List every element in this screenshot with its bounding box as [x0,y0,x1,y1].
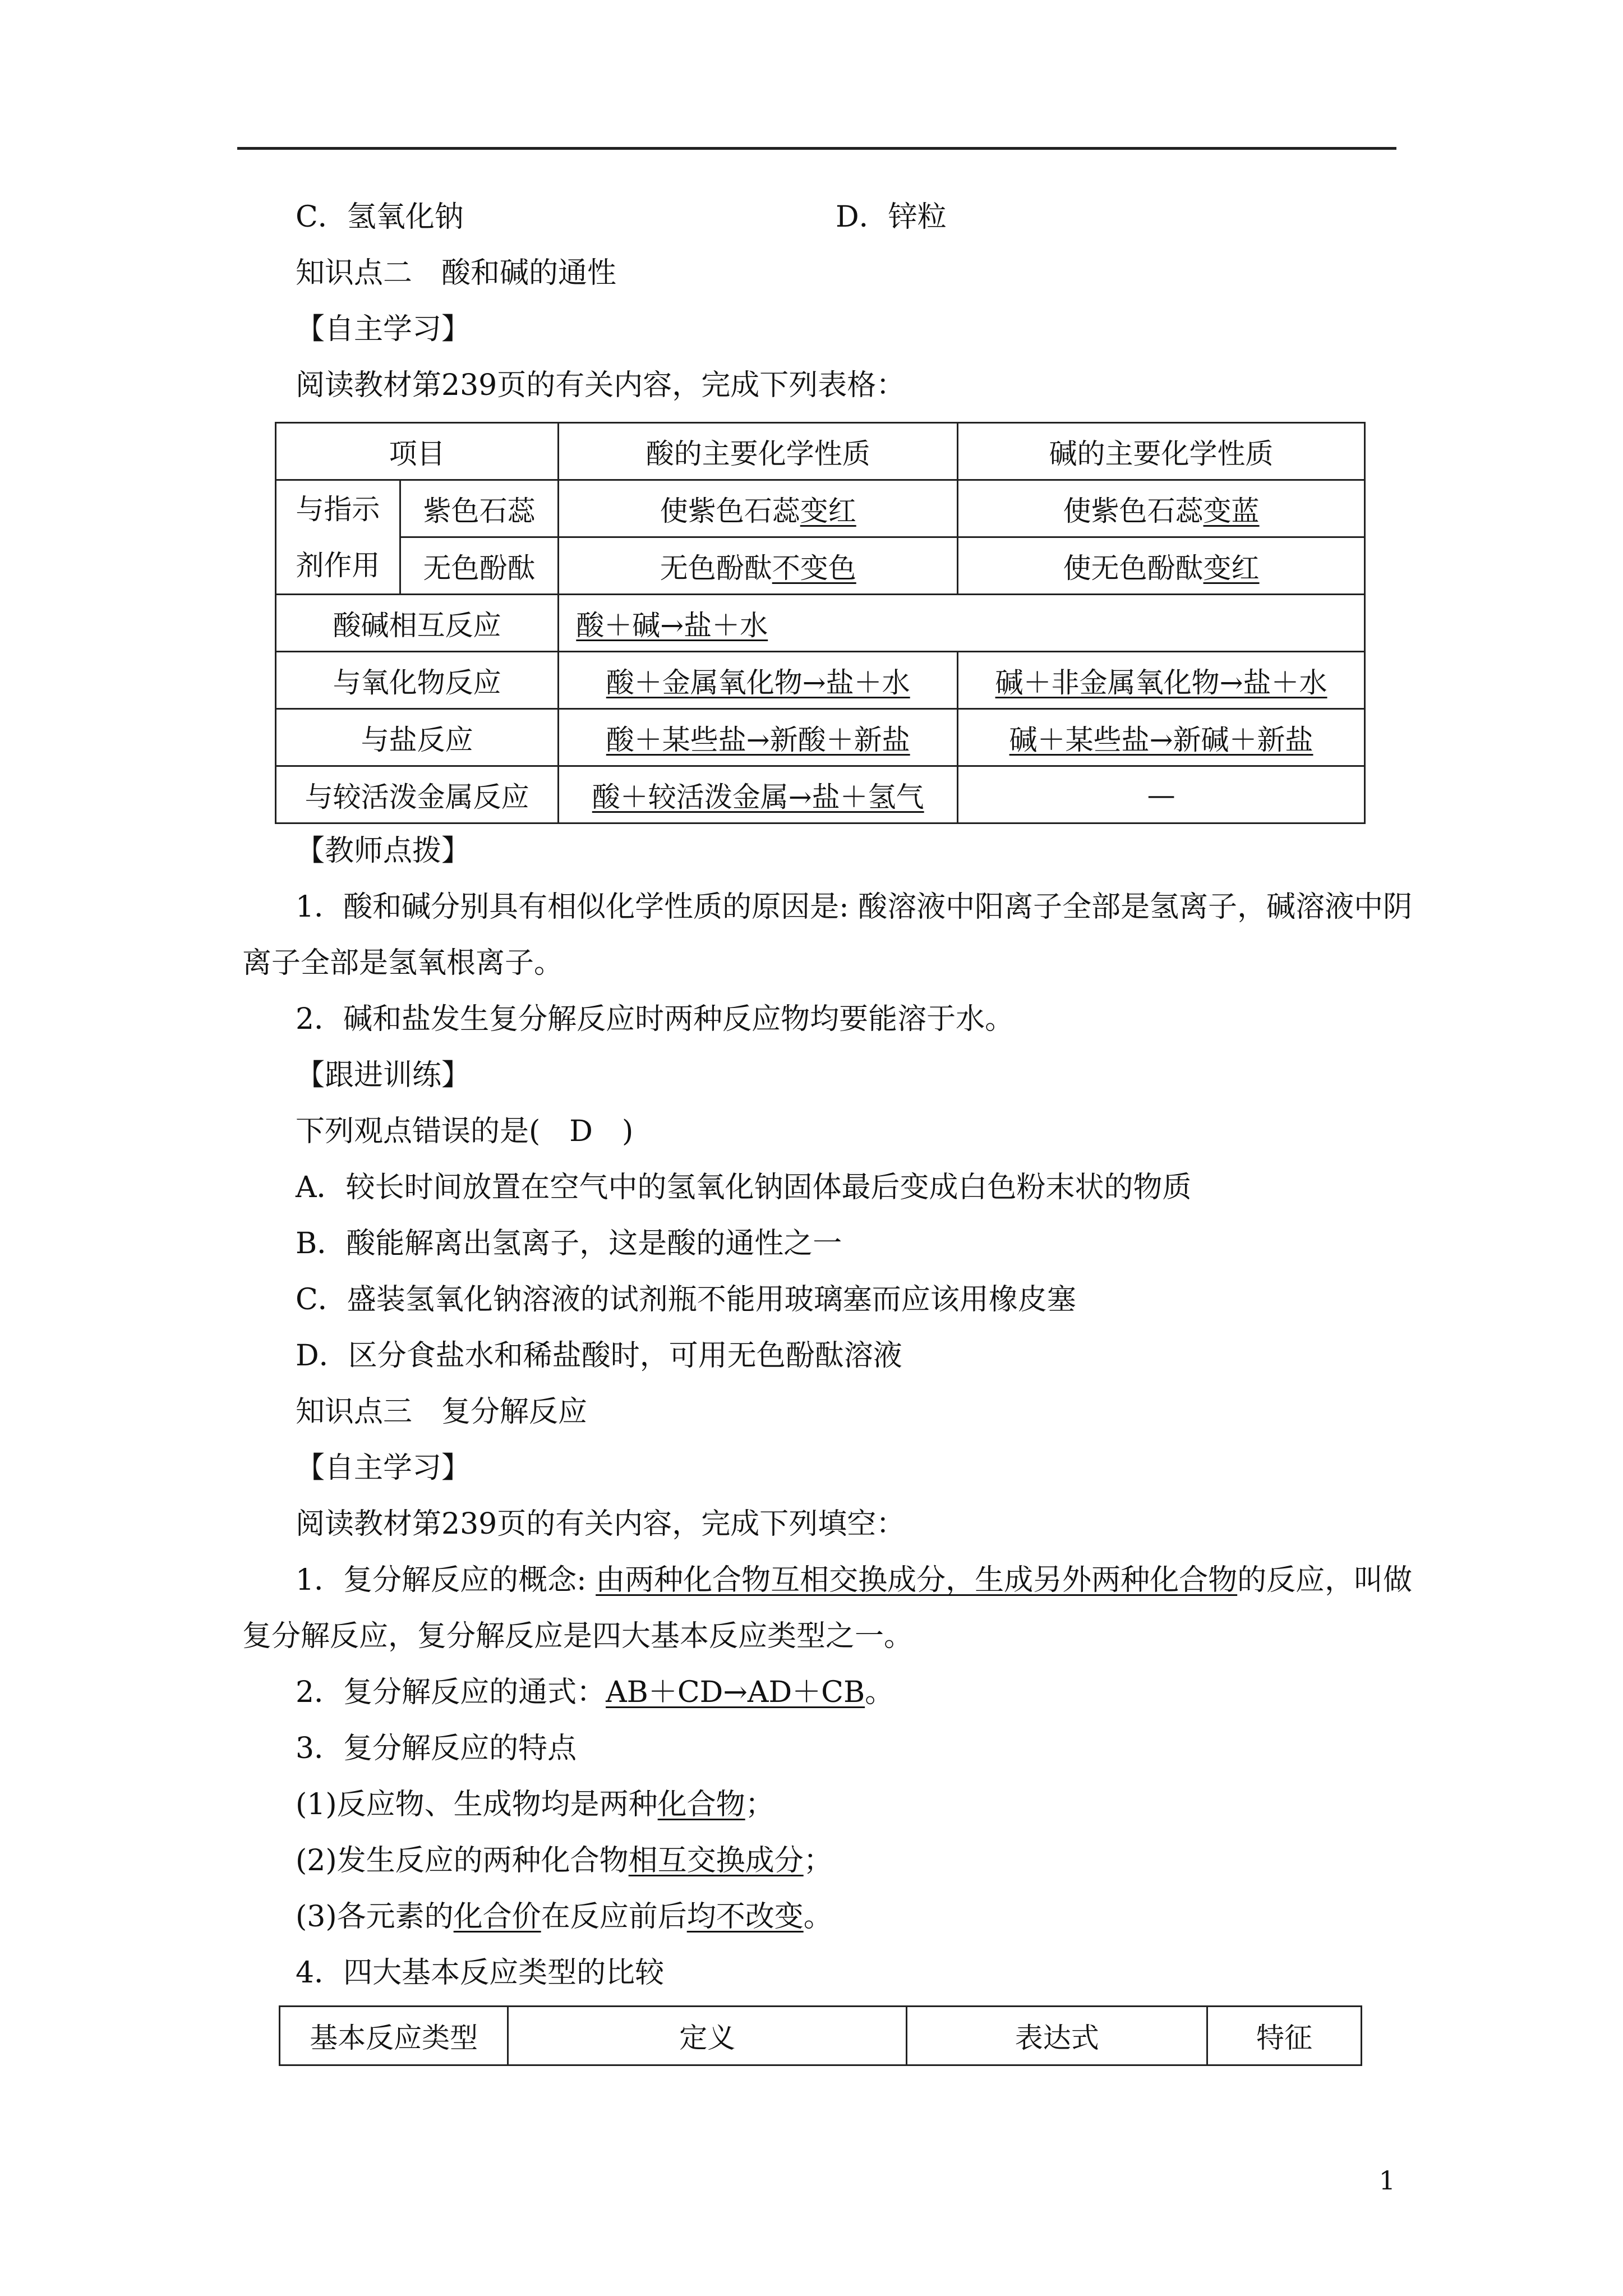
option-d: D．区分食盐水和稀盐酸时，可用无色酚酞溶液 [296,1339,902,1373]
reaction-types-table [279,2005,1362,2066]
features-heading: 3．复分解反应的特点 [296,1732,577,1765]
header-definition: 定义 [508,2007,907,2065]
feature-2: (2)发生反应的两种化合物相互交换成分； [296,1844,833,1878]
practice-heading: 【跟进训练】 [296,1059,471,1092]
option-a: A．较长时间放置在空气中的氢氧化钠固体最后变成白色粉末状的物质 [296,1171,1192,1204]
page-number: 1 [1378,2165,1395,2196]
phenolphthalein-label: 无色酚酞 [400,537,559,595]
practice-question: 下列观点错误的是( D ) [296,1115,634,1148]
section2-title: 知识点二 酸和碱的通性 [296,256,617,290]
salt-label: 与盐反应 [276,709,559,766]
tip1-line1: 1．酸和碱分别具有相似化学性质的原因是: 酸溶液中阳离子全部是氢离子，碱溶液中阴 [296,890,1413,924]
litmus-label: 紫色石蕊 [400,480,559,537]
definition-line1: 1．复分解反应的概念: 由两种化合物互相交换成分，生成另外两种化合物的反应，叫做 [296,1563,1413,1597]
header-rule [237,147,1396,150]
tip1-line2: 离子全部是氢氧根离子。 [242,946,564,980]
base-metal-cell: — [958,766,1365,823]
teacher-tip-heading: 【教师点拨】 [296,834,471,868]
acid-litmus-cell: 使紫色石蕊变红 [559,480,958,537]
option-b: B．酸能解离出氢离子，这是酸的通性之一 [296,1227,842,1260]
base-salt-cell: 碱＋某些盐→新碱＋新盐 [958,709,1365,766]
base-oxide-cell: 碱＋非金属氧化物→盐＋水 [958,652,1365,709]
header-feature: 特征 [1207,2007,1362,2065]
self-study-heading: 【自主学习】 [296,1451,471,1485]
general-formula: 2．复分解反应的通式：AB＋CD→AD＋CB。 [296,1676,895,1709]
oxide-label: 与氧化物反应 [276,652,559,709]
tip2: 2．碱和盐发生复分解反应时两种反应物均要能溶于水。 [296,1002,1015,1036]
acid-oxide-cell: 酸＋金属氧化物→盐＋水 [559,652,958,709]
definition-line2: 复分解反应，复分解反应是四大基本反应类型之一。 [242,1619,914,1653]
metal-label: 与较活泼金属反应 [276,766,559,823]
header-type: 基本反应类型 [280,2007,508,2065]
feature-3: (3)各元素的化合价在反应前后均不改变。 [296,1900,833,1934]
acid-phenolphthalein-cell: 无色酚酞不变色 [559,537,958,595]
feature-1: (1)反应物、生成物均是两种化合物； [296,1788,774,1821]
neutralization-cell: 酸＋碱→盐＋水 [559,595,1365,652]
header-base: 碱的主要化学性质 [958,423,1365,480]
option-d: D．锌粒 [836,200,947,234]
section3-title: 知识点三 复分解反应 [296,1395,588,1429]
header-item: 项目 [276,423,559,480]
base-phenolphthalein-cell: 使无色酚酞变红 [958,537,1365,595]
section3-intro: 阅读教材第239页的有关内容，完成下列填空： [296,1507,906,1541]
header-acid: 酸的主要化学性质 [559,423,958,480]
option-c: C．氢氧化钠 [296,200,464,234]
acid-metal-cell: 酸＋较活泼金属→盐＋氢气 [559,766,958,823]
self-study-heading: 【自主学习】 [296,312,471,346]
header-expression: 表达式 [907,2007,1207,2065]
section2-intro: 阅读教材第239页的有关内容，完成下列表格： [296,369,906,402]
option-c: C．盛装氢氧化钠溶液的试剂瓶不能用玻璃塞而应该用橡皮塞 [296,1283,1076,1317]
comparison-heading: 4．四大基本反应类型的比较 [296,1956,665,1990]
base-litmus-cell: 使紫色石蕊变蓝 [958,480,1365,537]
acid-base-table [275,422,1366,824]
indicator-label: 与指示 剂作用 [276,480,400,595]
acid-salt-cell: 酸＋某些盐→新酸＋新盐 [559,709,958,766]
neutralization-label: 酸碱相互反应 [276,595,559,652]
